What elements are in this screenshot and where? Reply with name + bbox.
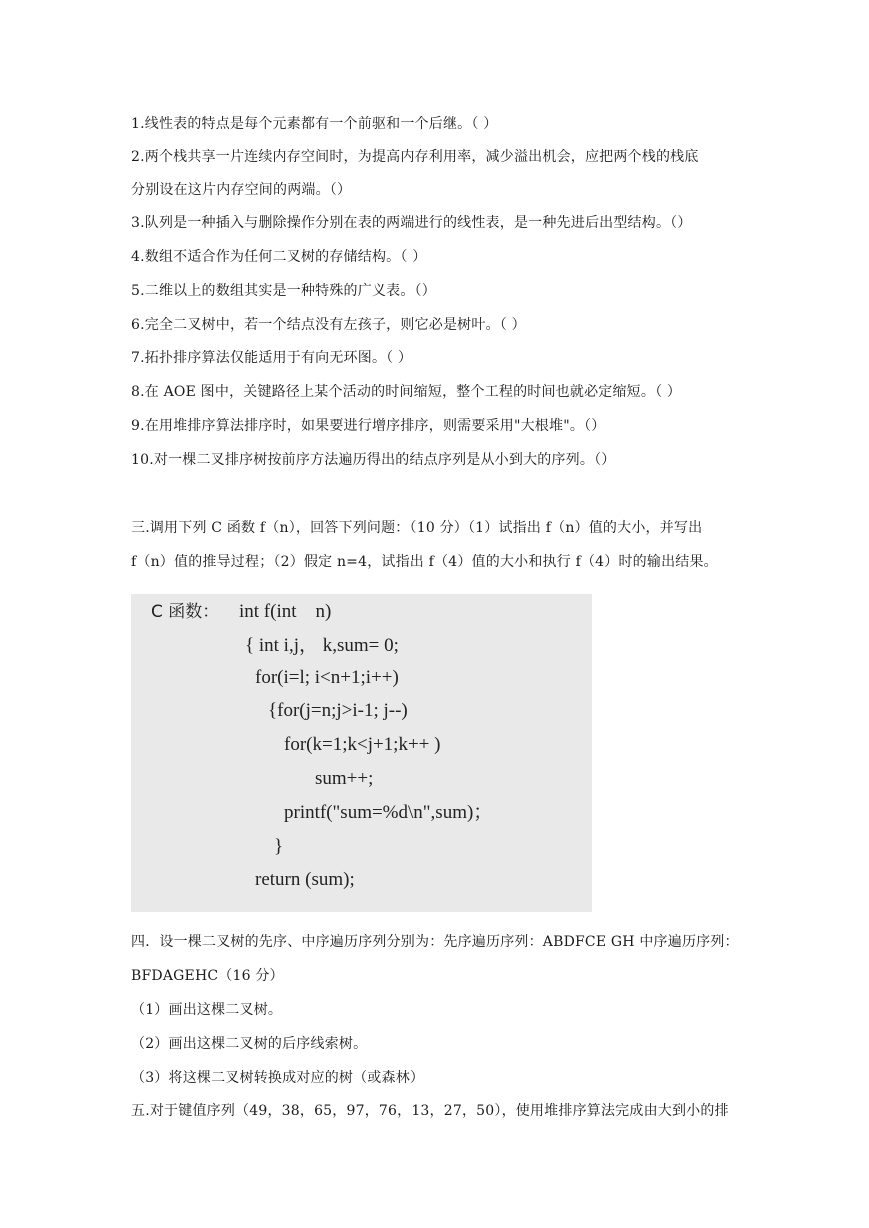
section-three-question: 三.调用下列 C 函数 f（n），回答下列问题：（10 分）（1）试指出 f（n）值的大小，并写出 — [131, 520, 703, 536]
section-four-question: 四．设一棵二叉树的先序、中序遍历序列分别为：先序遍历序列：ABDFCE GH 中序遍历序列： — [131, 934, 739, 950]
tf-item-9: 9.在用堆排序算法排序时，如果要进行增序排序，则需要采用"大根堆"。（） — [131, 418, 606, 434]
tf-item-8: 8.在 AOE 图中，关键路径上某个活动的时间缩短，整个工程的时间也就必定缩短。（ ） — [131, 384, 682, 400]
section-four-sub-3: （3）将这棵二叉树转换成对应的树（或森林） — [131, 1070, 425, 1086]
tf-item-5: 5.二维以上的数组其实是一种特殊的广义表。（） — [131, 283, 436, 299]
code-line-9: return (sum); — [255, 869, 355, 890]
code-line-2: { int i,j， k,sum= 0; — [245, 635, 399, 656]
code-line-8: } — [274, 836, 284, 857]
tf-item-10: 10.对一棵二叉排序树按前序方法遍历得出的结点序列是从小到大的序列。（） — [131, 452, 616, 468]
tf-item-6: 6.完全二叉树中，若一个结点没有左孩子，则它必是树叶。（ ） — [131, 317, 526, 333]
tf-item-4: 4.数组不适合作为任何二叉树的存储结构。（ ） — [131, 249, 427, 265]
code-line-5: for(k=1;k<j+1;k++ ) — [284, 734, 441, 755]
tf-item-3: 3.队列是一种插入与删除操作分别在表的两端进行的线性表，是一种先进后出型结构。（） — [131, 215, 692, 231]
code-line-4: {for(j=n;j>i-1; j--) — [268, 700, 408, 721]
section-four-sub-1: （1）画出这棵二叉树。 — [131, 1002, 283, 1018]
section-five-question: 五.对于键值序列（49，38，65，97，76，13，27，50），使用堆排序算法完成由大到小的排 — [131, 1103, 729, 1119]
code-image — [131, 594, 592, 912]
code-line-7: printf("sum=%d\n",sum)； — [284, 802, 493, 823]
code-line-1: int f(int n) — [239, 601, 332, 622]
tf-item-1: 1.线性表的特点是每个元素都有一个前驱和一个后继。（ ） — [131, 116, 498, 132]
tf-item-2: 2.两个栈共享一片连续内存空间时，为提高内存利用率，减少溢出机会，应把两个栈的栈底 — [131, 149, 699, 165]
tf-item-2-cont: 分别设在这片内存空间的两端。（） — [131, 182, 352, 198]
tf-item-7: 7.拓扑排序算法仅能适用于有向无环图。（ ） — [131, 350, 413, 366]
section-four-question-cont: BFDAGEHC（16 分） — [131, 968, 284, 984]
code-label: C 函数： — [151, 602, 220, 622]
code-line-3: for(i=l; i<n+1;i++) — [255, 667, 399, 688]
section-three-question-cont: f（n）值的推导过程；（2）假定 n=4，试指出 f（4）值的大小和执行 f（4）时的输出结果。 — [131, 554, 718, 570]
code-line-6: sum++; — [315, 768, 374, 789]
section-four-sub-2: （2）画出这棵二叉树的后序线索树。 — [131, 1036, 368, 1052]
